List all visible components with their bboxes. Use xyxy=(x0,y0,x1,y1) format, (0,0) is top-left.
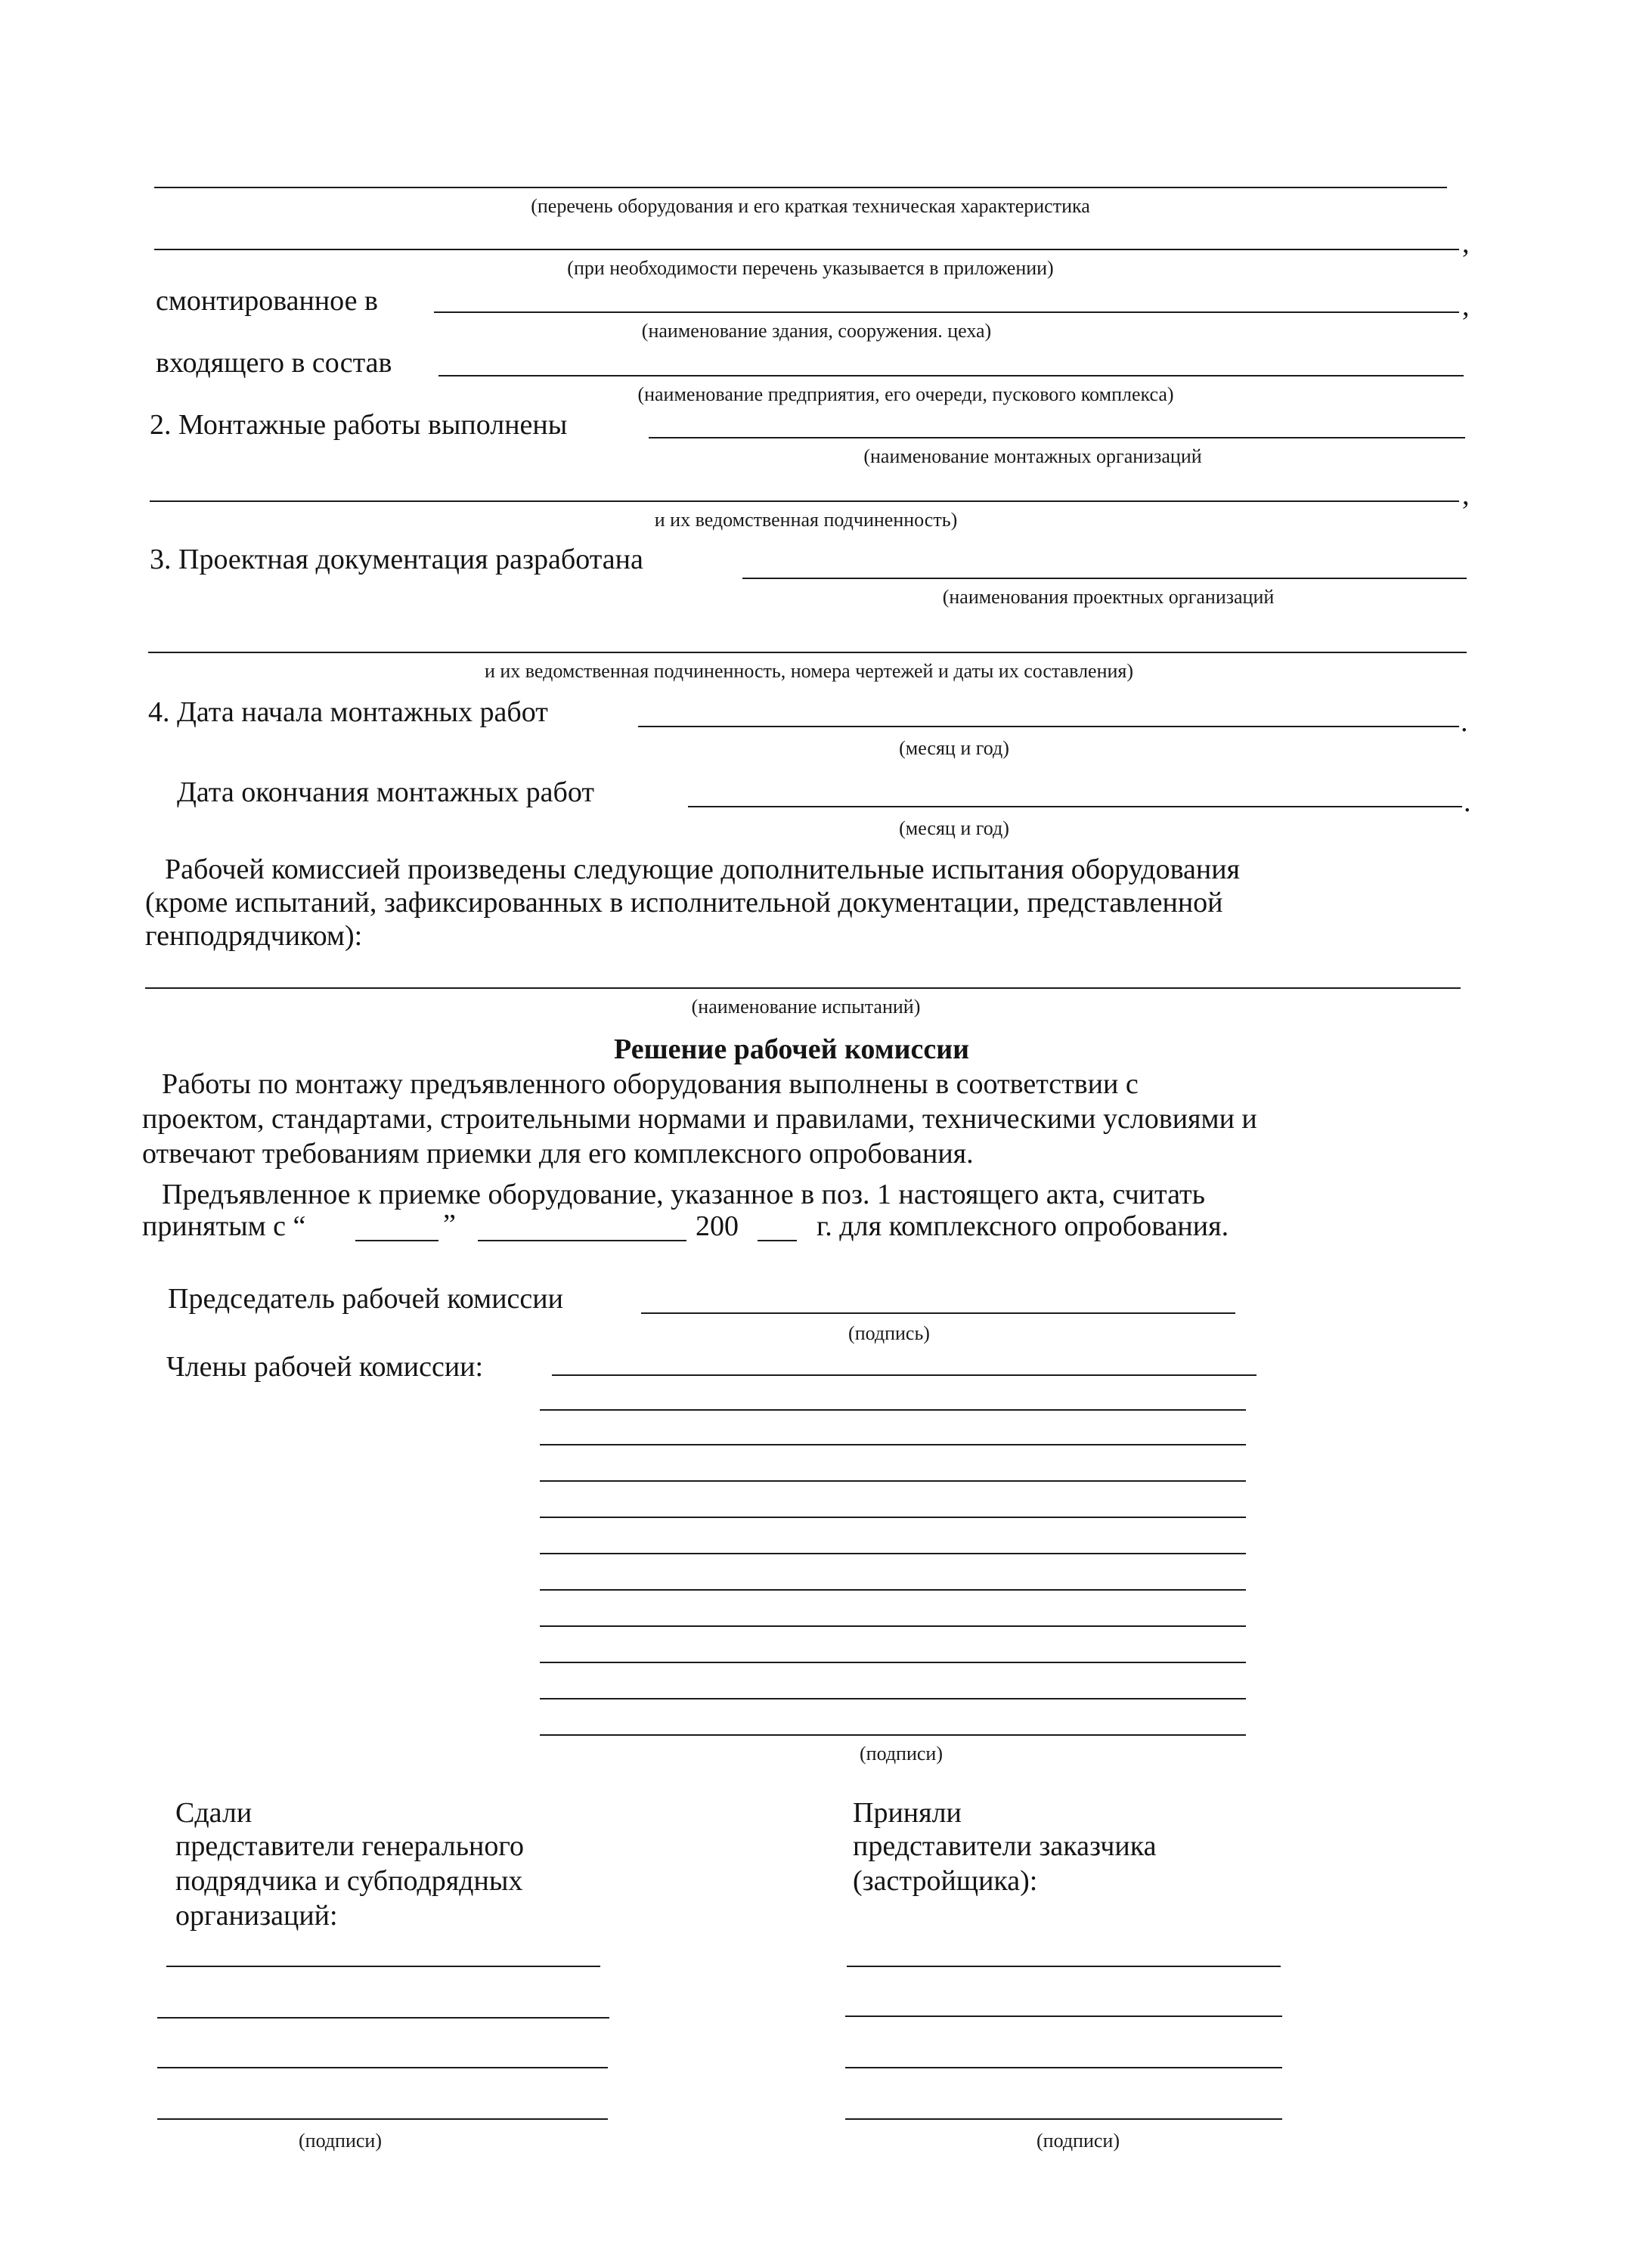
contractor-signature-line xyxy=(157,2118,608,2120)
caption-tests: (наименование испытаний) xyxy=(691,996,921,1018)
blank-line xyxy=(154,249,1459,250)
blank-line xyxy=(638,726,1459,727)
tests-line-1: Рабочей комиссией произведены следующие дополнительные испытания оборудования xyxy=(165,854,1241,885)
decision-text-1: Работы по монтажу предъявленного оборудования выполнены в соответствии с xyxy=(162,1068,1139,1100)
blank-line xyxy=(742,578,1467,579)
comma: , xyxy=(1462,228,1470,259)
caption-design-orgs: (наименования проектных организаций xyxy=(942,586,1275,608)
comma: , xyxy=(1462,479,1470,511)
blank-line xyxy=(438,375,1464,376)
tests-line-3: генподрядчиком): xyxy=(145,920,363,952)
caption-building: (наименование здания, сооружения. цеха) xyxy=(641,320,992,342)
decision-text-2: проектом, стандартами, строительными нормами и правилами, техническими условиями и xyxy=(142,1103,1257,1135)
period: . xyxy=(1461,706,1468,738)
customer-signature-line xyxy=(847,1966,1281,1967)
caption-signatures: (подписи) xyxy=(860,1743,943,1765)
blank-line xyxy=(154,187,1447,188)
caption-start-month-year: (месяц и год) xyxy=(899,737,1009,759)
item4-end-label: Дата окончания монтажных работ xyxy=(177,776,594,808)
blank-line xyxy=(434,311,1459,313)
decision-heading: Решение рабочей комиссии xyxy=(614,1033,969,1065)
blank-year-line xyxy=(758,1240,797,1241)
member-signature-line xyxy=(540,1553,1246,1554)
member-signature-line xyxy=(540,1589,1246,1591)
contractor-line-2: подрядчика и субподрядных xyxy=(175,1865,523,1897)
blank-day-line xyxy=(355,1240,438,1241)
handed-over-title: Сдали xyxy=(175,1797,253,1829)
chair-label: Председатель рабочей комиссии xyxy=(168,1283,563,1315)
contractor-signature-line xyxy=(166,1966,600,1967)
item4-start-label: 4. Дата начала монтажных работ xyxy=(148,696,548,728)
member-signature-line xyxy=(540,1480,1246,1482)
contractor-line-1: представители генерального xyxy=(175,1830,525,1862)
caption-equipment-list: (перечень оборудования и его краткая техническая характеристика xyxy=(531,195,1090,217)
member-signature-line xyxy=(540,1444,1246,1445)
blank-month-line xyxy=(478,1240,686,1241)
comma: , xyxy=(1462,290,1470,322)
customer-line-1: представители заказчика xyxy=(853,1830,1157,1862)
blank-line xyxy=(150,500,1459,502)
member-signature-line xyxy=(552,1374,1257,1376)
caption-signature: (подпись) xyxy=(848,1322,930,1344)
member-signature-line xyxy=(540,1517,1246,1518)
blank-line xyxy=(688,806,1462,807)
customer-signature-line xyxy=(845,2067,1282,2068)
caption-installers: (наименование монтажных организаций xyxy=(863,445,1202,467)
year-suffix-text: г. для комплексного опробования. xyxy=(816,1210,1229,1242)
contractor-line-3: организаций: xyxy=(175,1900,338,1932)
caption-appendix-note: (при необходимости перечень указывается в приложении) xyxy=(567,257,1054,279)
closing-quote: ” xyxy=(443,1209,456,1241)
contractor-signature-line xyxy=(157,2067,608,2068)
blank-line xyxy=(649,437,1465,438)
period: . xyxy=(1464,786,1471,818)
item3-label: 3. Проектная документация разработана xyxy=(150,544,643,575)
chair-signature-line xyxy=(641,1312,1235,1314)
blank-line xyxy=(148,652,1467,653)
members-label: Члены рабочей комиссии: xyxy=(166,1351,484,1383)
caption-contractor-signatures: (подписи) xyxy=(299,2130,382,2152)
accepted-title: Приняли xyxy=(853,1797,962,1829)
decision-text-4: Предъявленное к приемке оборудование, указанное в поз. 1 настоящего акта, считать xyxy=(162,1179,1205,1210)
caption-end-month-year: (месяц и год) xyxy=(899,817,1009,839)
tests-line-2: (кроме испытаний, зафиксированных в исполнительной документации, представленной xyxy=(145,887,1223,919)
accepted-from-label: принятым с “ xyxy=(142,1210,306,1242)
caption-customer-signatures: (подписи) xyxy=(1037,2130,1120,2152)
member-signature-line xyxy=(540,1409,1246,1411)
year-prefix: 200 xyxy=(696,1210,739,1242)
blank-line xyxy=(145,987,1461,989)
member-signature-line xyxy=(540,1662,1246,1663)
customer-line-2: (застройщика): xyxy=(853,1865,1038,1897)
member-signature-line xyxy=(540,1734,1246,1736)
part-of-label: входящего в состав xyxy=(156,347,392,379)
member-signature-line xyxy=(540,1625,1246,1627)
customer-signature-line xyxy=(845,2015,1282,2017)
caption-drawings: и их ведомственная подчиненность, номера чертежей и даты их составления) xyxy=(484,660,1134,682)
member-signature-line xyxy=(540,1698,1246,1699)
caption-enterprise: (наименование предприятия, его очереди, пускового комплекса) xyxy=(637,383,1174,405)
caption-subordination: и их ведомственная подчиненность) xyxy=(654,509,958,531)
decision-text-3: отвечают требованиям приемки для его комплексного опробования. xyxy=(142,1138,974,1170)
contractor-signature-line xyxy=(157,2017,609,2019)
customer-signature-line xyxy=(845,2118,1282,2120)
item2-label: 2. Монтажные работы выполнены xyxy=(150,409,568,441)
mounted-in-label: смонтированное в xyxy=(156,285,378,317)
